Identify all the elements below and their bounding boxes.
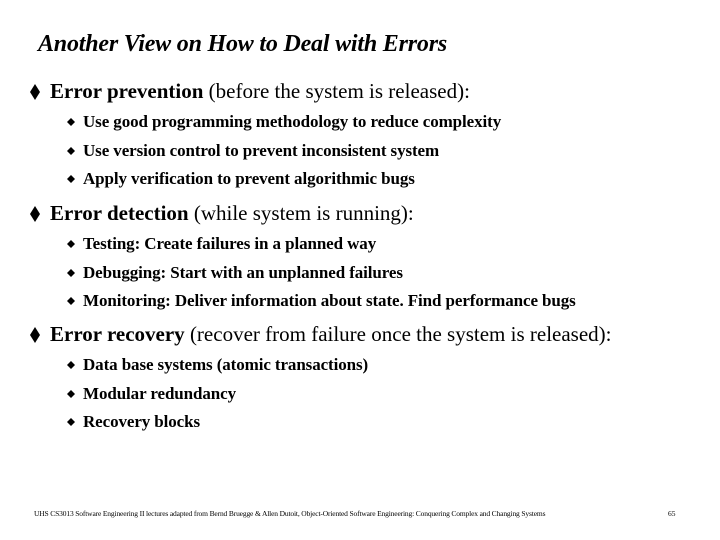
bullet-item [0, 320, 720, 348]
bullet-label-bold: Error prevention [50, 79, 204, 103]
bullet-section-error-recovery [0, 320, 720, 432]
small-diamond-icon [67, 269, 75, 277]
small-diamond-icon [67, 118, 75, 126]
sub-bullet-item [0, 263, 720, 292]
diamond-icon [30, 84, 40, 100]
sub-bullet-text: Recovery blocks [83, 412, 201, 432]
bullet-label [50, 320, 612, 348]
bullet-section-error-detection [0, 199, 720, 311]
sub-bullet-text: Testing: Create failures in a planned way [83, 234, 377, 253]
sub-bullet-item [0, 169, 720, 198]
slide-title: Another View on How to Deal with Errors [38, 31, 447, 57]
small-diamond-icon [67, 297, 75, 305]
sub-bullet-item [0, 384, 720, 413]
bullet-label-bold: Error recovery [50, 322, 185, 346]
sub-bullet-item [0, 112, 720, 141]
diamond-icon [30, 206, 40, 222]
sub-bullet-text: Data base systems (atomic transactions) [83, 355, 369, 374]
sub-bullet-list [0, 355, 720, 441]
small-diamond-icon [67, 147, 75, 155]
sub-bullet-item [0, 355, 720, 384]
small-diamond-icon [67, 175, 75, 183]
small-diamond-icon [67, 361, 75, 369]
bullet-label-rest: (recover from failure once the system is released): [184, 322, 612, 346]
small-diamond-icon [67, 418, 75, 426]
sub-bullet-text: Modular redundancy [83, 383, 236, 403]
bullet-label-bold: Error detection [50, 201, 189, 225]
bullet-label-rest: (while system is running): [188, 201, 414, 225]
sub-bullet-list [0, 112, 720, 198]
small-diamond-icon [67, 240, 75, 248]
sub-bullet-text: Use good programming methodology to reduce complexity [83, 112, 502, 131]
sub-bullet-text: Debugging: Start with an unplanned failures [83, 262, 403, 282]
sub-bullet-text: Monitoring: Deliver information about state. Find performance bugs [83, 291, 576, 311]
sub-bullet-item [0, 141, 720, 170]
sub-bullet-item [0, 234, 720, 263]
bullet-item [0, 199, 720, 227]
bullet-section-error-prevention [0, 77, 720, 189]
bullet-label-rest: (before the system is released): [203, 79, 470, 103]
bullet-item [0, 77, 720, 105]
sub-bullet-item [0, 412, 720, 441]
diamond-icon [30, 327, 40, 343]
bullet-label [50, 77, 470, 105]
sub-bullet-text: Apply verification to prevent algorithmic bugs [83, 169, 415, 189]
bullet-label [50, 199, 414, 227]
page-number: 65 [668, 509, 676, 518]
sub-bullet-text: Use version control to prevent inconsistent system [83, 140, 440, 160]
slide-footer: UHS CS3013 Software Engineering II lectures adapted from Bernd Bruegge & Allen Dutoit, Object-Oriented Software Engineering: Conquering Complex and Changing Systems [34, 509, 546, 518]
sub-bullet-list [0, 234, 720, 320]
small-diamond-icon [67, 390, 75, 398]
sub-bullet-item [0, 291, 720, 320]
